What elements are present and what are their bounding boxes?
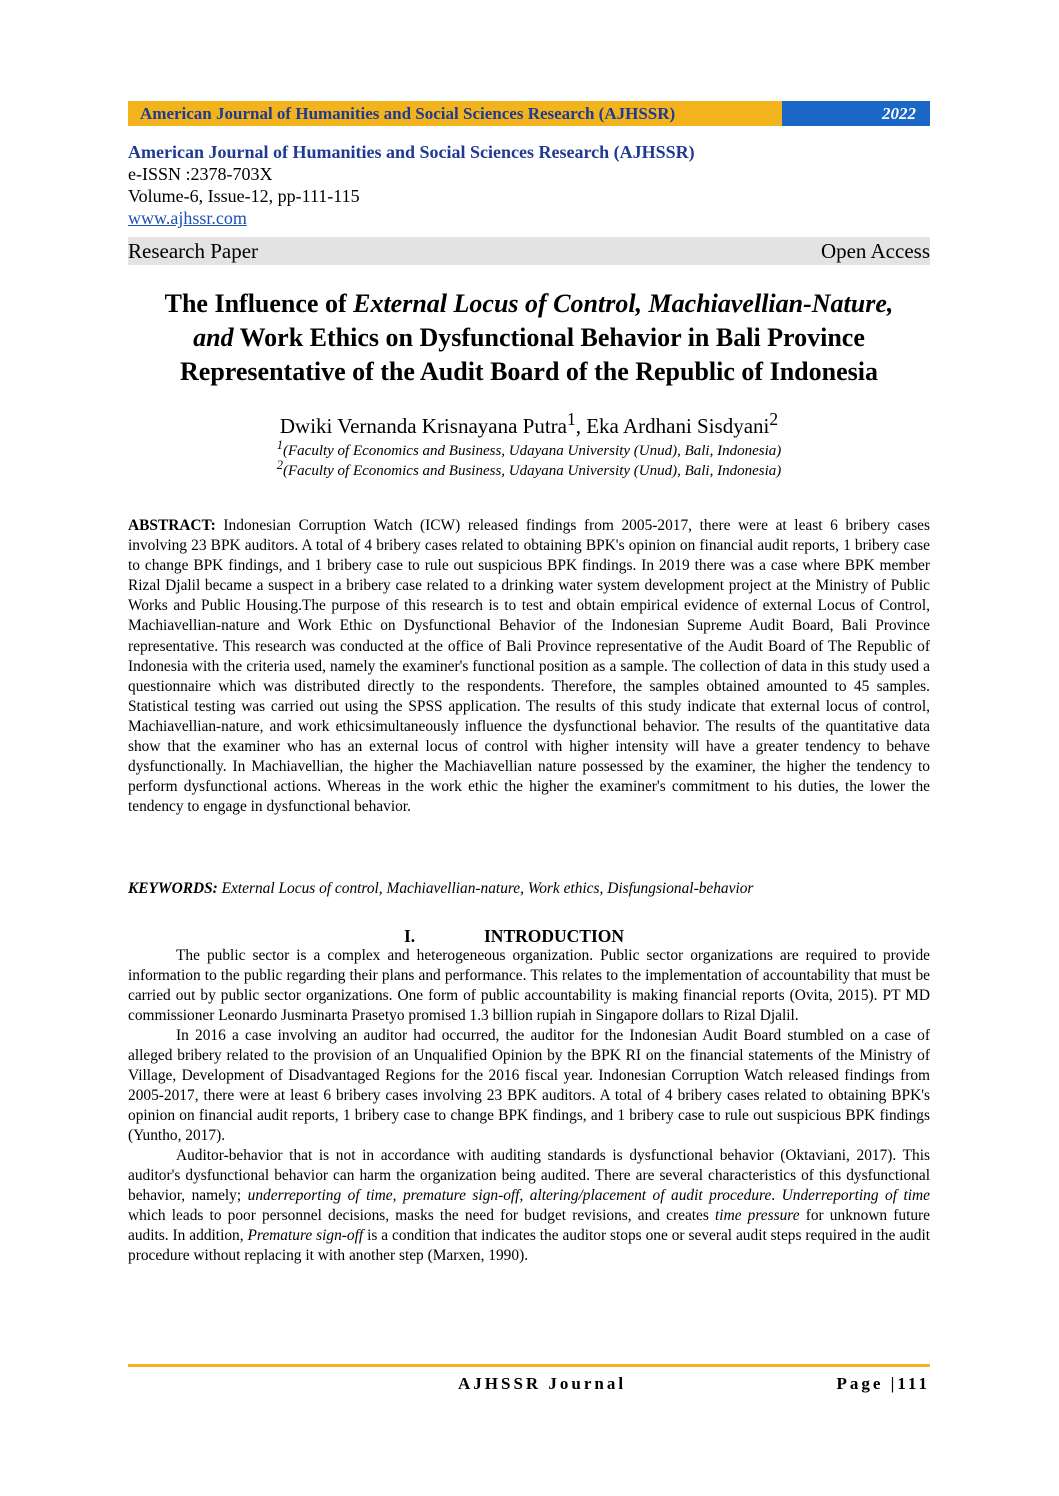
section-number: I. — [404, 926, 416, 946]
journal-volume: Volume-6, Issue-12, pp-111-115 — [128, 186, 360, 206]
abstract-label: ABSTRACT: — [128, 517, 216, 534]
author-separator: , — [575, 414, 587, 438]
author-2: Eka Ardhani Sisdyani — [586, 414, 770, 438]
author-1-sup: 1 — [566, 409, 576, 429]
paragraph-2: In 2016 a case involving an auditor had occurred, the auditor for the Indonesian Audit Board stumbled on a case of alleged bribery related to the provision of an Unqualified Opinion by the BPK RI on the financial statements of the Ministry of Village, Development of Disadvantaged Regions for the 2016 fiscal year. Indonesian Corruption Watch released findings from 2005-2017, there were at least 6 bribery cases involving 23 BPK auditors. A total of 4 bribery cases related to obtaining BPK's opinion on financial audit reports, 1 bribery case to change BPK findings, and 1 bribery case to rule out suspicious BPK findings (Yuntho, 2017). — [128, 1027, 930, 1144]
p3-italic-h: Premature sign-off — [247, 1227, 364, 1244]
p3-text-g: for unknown future audits. In addition, — [128, 1207, 930, 1244]
open-access-label: Open Access — [820, 239, 930, 263]
affiliation-2-sup: 2 — [276, 458, 283, 472]
journal-issn: e-ISSN :2378-703X — [128, 164, 273, 184]
p3-text-e: which leads to poor personnel decisions, masks the need for budget revisions, and creates — [128, 1207, 716, 1224]
affiliation-2-text: (Faculty of Economics and Business, Udayana University (Unud), Bali, Indonesia) — [283, 463, 782, 479]
p3-text-c: . — [771, 1187, 782, 1204]
p3-text-a: Auditor-behavior that is not in accordance with auditing standards is dysfunctional behavior (Oktaviani, 2017). This auditor's dysfunctional behavior can harm the organization being audited. There are several characteristics of this dysfunctional behavior, namely; — [128, 1147, 930, 1204]
journal-url-link[interactable]: www.ajhssr.com — [128, 208, 247, 228]
p3-italic-b: underreporting of time, premature sign-off, altering/placement of audit procedure — [247, 1187, 772, 1204]
footer-page-label: Page | — [836, 1374, 898, 1393]
author-list — [128, 406, 930, 439]
p3-italic-f: time pressure — [715, 1207, 800, 1224]
abstract-text: Indonesian Corruption Watch (ICW) released findings from 2005-2017, there were at least 6 bribery cases involving 23 BPK auditors. A total of 4 bribery cases related to obtaining BPK's opinion on financial audit reports, 1 bribery case to change BPK findings, and 1 bribery case to rule out suspicious BPK findings. In 2019 there was a case where BPK member Rizal Djalil became a suspect in a bribery case related to a drinking water system development project at the Ministry of Public Works and Public Housing.The purpose of this research is to test and obtain empirical evidence of external Locus of Control, Machiavellian-nature and Work Ethic on Dysfunctional Behavior of the Indonesian Supreme Audit Board, Bali Province representative. This research was conducted at the office of Bali Province representative of the Audit Board of The Republic of Indonesia with the criteria used, namely the examiner's functional position as a sample. The collection of data in this study used a questionnaire which was distributed directly to the respondents. Therefore, the samples obtained amounted to 45 samples. Statistical testing was carried out using the SPSS application. The results of this study indicate that external locus of control, Machiavellian-nature, and work ethicsimultaneously influence the dysfunctional behavior. The results of the quantitative data show that the examiner who has an external locus of control with higher intensity will have a greater tendency to behave dysfunctionally. In Machiavellian, the higher the Machiavellian nature possessed by the examiner, the higher the tendency to perform dysfunctional actions. Whereas in the work ethic the higher the examiner's commitment to his duties, the lower the tendency to engage in dysfunctional behavior. — [128, 517, 930, 816]
author-2-sup: 2 — [769, 409, 779, 429]
paragraph-3 — [128, 1146, 930, 1266]
title-part-2: External Locus of Control, Machiavellian-Nature, — [353, 289, 894, 318]
affiliation-2 — [128, 456, 930, 481]
paper-type-bar — [128, 237, 930, 265]
header-year: 2022 — [782, 101, 930, 126]
p3-text-i: is a condition that indicates the auditor stops one or several audit steps required in the audit procedure without replacing it with another step (Marxen, 1990). — [128, 1227, 930, 1264]
footer-page — [836, 1373, 930, 1395]
p3-italic-d: Underreporting of time — [781, 1187, 931, 1204]
journal-header-band — [128, 101, 930, 126]
journal-title: American Journal of Humanities and Social Sciences Research (AJHSSR) — [128, 142, 695, 162]
paper-type-label: Research Paper — [128, 239, 259, 263]
title-part-3: and — [193, 323, 234, 352]
paper-title — [128, 287, 930, 389]
header-journal-name: American Journal of Humanities and Social Sciences Research (AJHSSR) — [128, 101, 782, 126]
title-part-5: Representative of the Audit Board of the Republic of Indonesia — [180, 357, 878, 386]
title-part-1: The Influence of — [164, 289, 354, 318]
paragraph-1: The public sector is a complex and heterogeneous organization. Public sector organizations are required to provide information to the public regarding their plans and performance. This relates to the implementation of accountability that must be carried out by public sector organizations. One form of public accountability is making financial reports (Ovita, 2015). PT MD commissioner Leonardo Jusminarta Prasetyo promised 1.3 billion rupiah in Singapore dollars to Rizal Djalil. — [128, 947, 930, 1024]
journal-info — [128, 141, 930, 229]
footer-journal: AJHSSR Journal — [458, 1374, 627, 1393]
affiliation-1-text: (Faculty of Economics and Business, Udayana University (Unud), Bali, Indonesia) — [283, 443, 782, 459]
introduction-body — [128, 946, 930, 1266]
section-title: INTRODUCTION — [484, 926, 625, 946]
keywords-label: KEYWORDS: — [128, 880, 218, 897]
footer-page-number: 111 — [897, 1374, 930, 1393]
title-part-4: Work Ethics on Dysfunctional Behavior in Bali Province — [233, 323, 865, 352]
affiliation-1-sup: 1 — [276, 438, 283, 452]
keywords — [128, 879, 930, 899]
author-1: Dwiki Vernanda Krisnayana Putra — [279, 414, 567, 438]
keywords-text: External Locus of control, Machiavellian-nature, Work ethics, Disfungsional-behavior — [217, 880, 754, 897]
footer-divider — [128, 1364, 930, 1367]
abstract — [128, 516, 930, 817]
